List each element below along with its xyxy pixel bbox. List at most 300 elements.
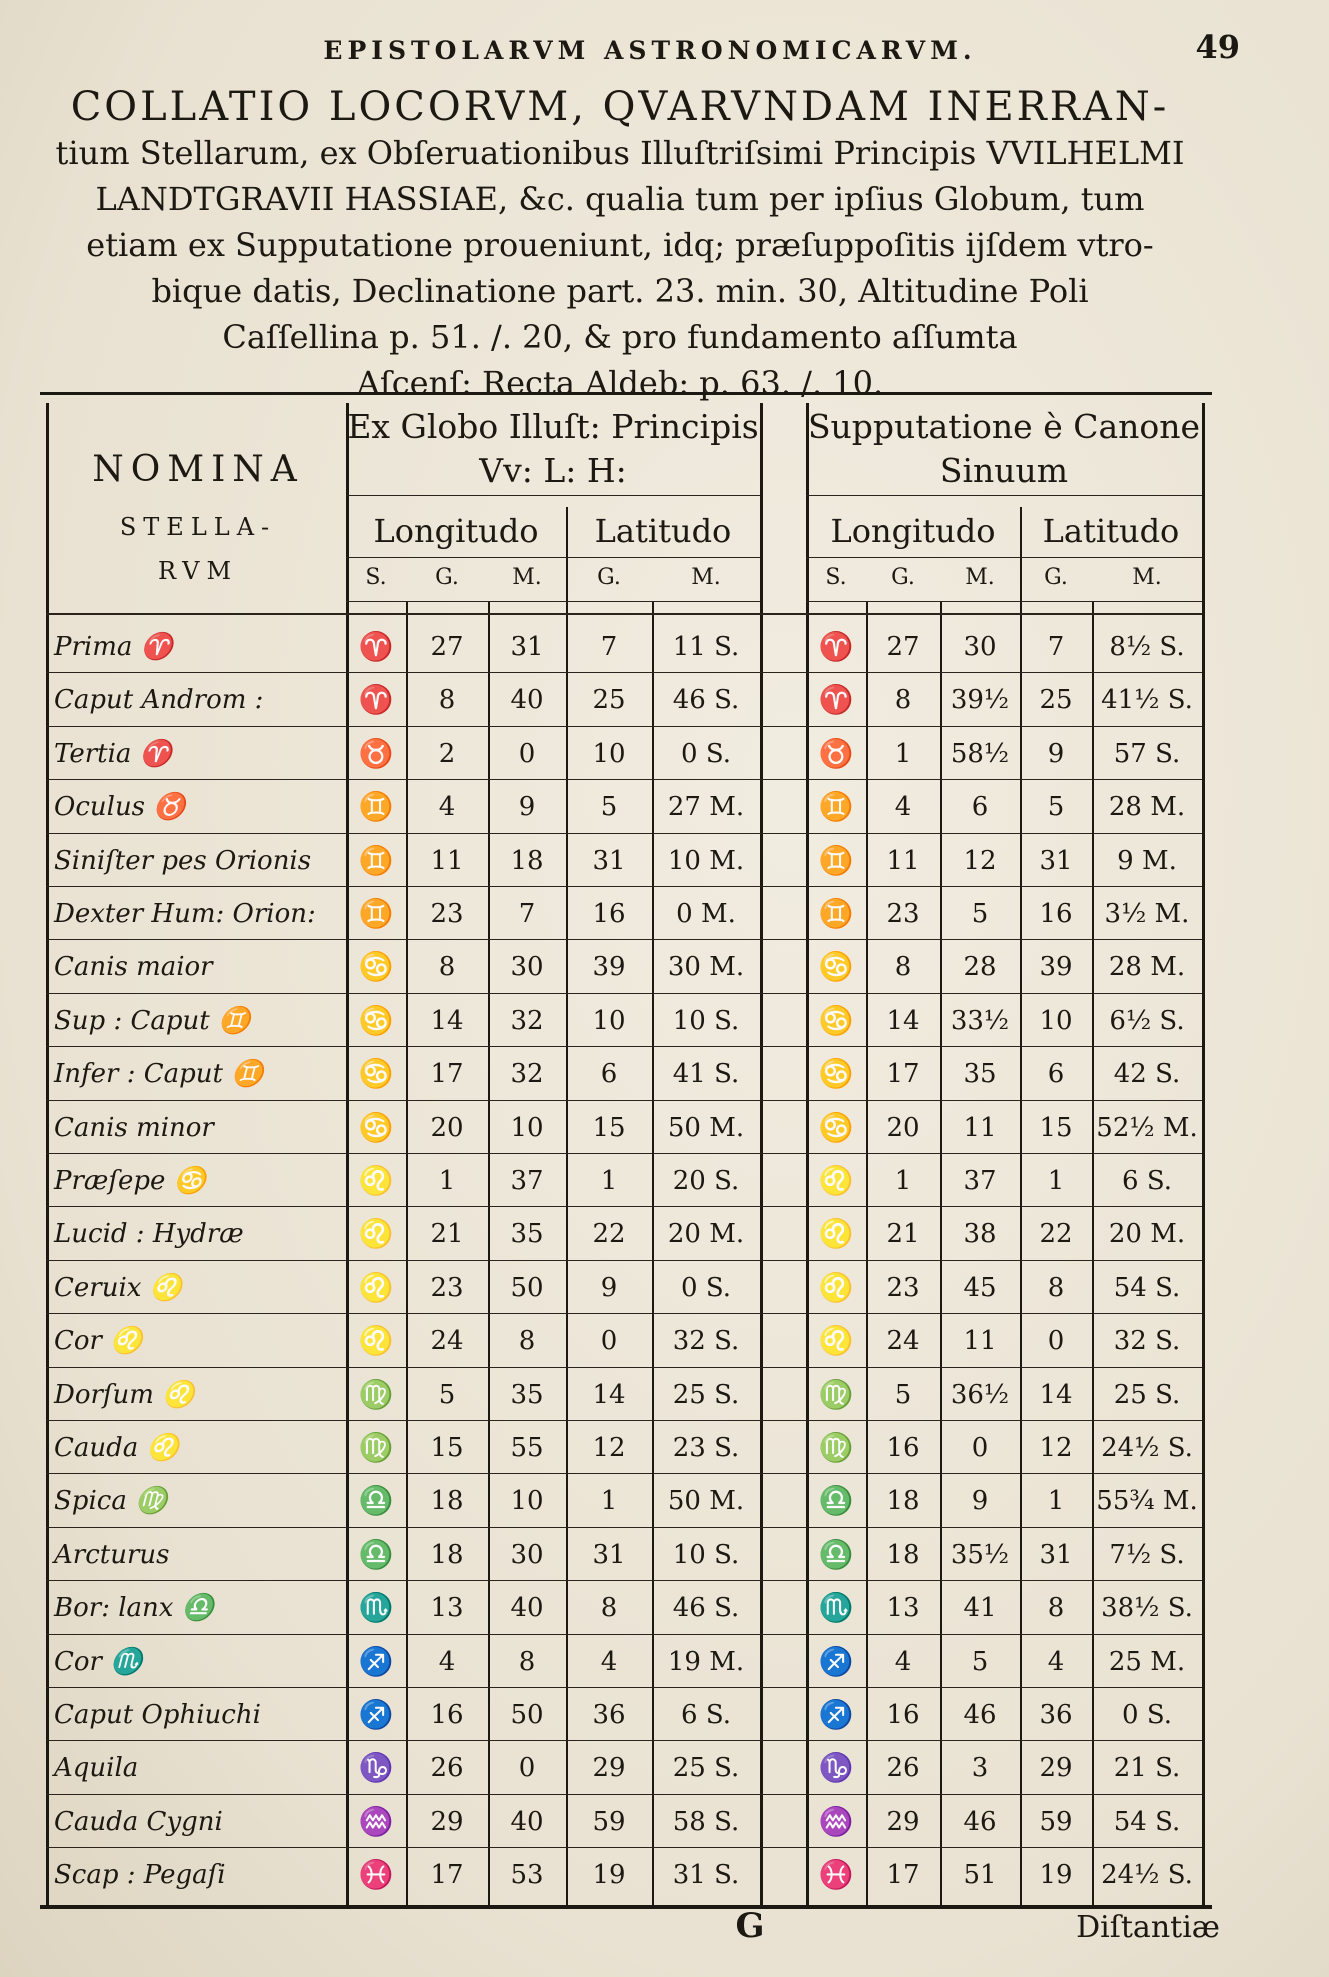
row-rule [46, 939, 1202, 940]
supp-lat-degrees: 59 [1039, 1806, 1073, 1837]
globo-lat-minutes: 23 S. [672, 1433, 740, 1463]
globo-lon-minutes: 9 [518, 792, 536, 823]
title-line: Aſcenſ: Recta Aldeb: p. 63. /. 10. [356, 364, 884, 402]
supp-sign: ♎ [818, 1537, 854, 1571]
supp-lat-minutes: 21 S. [1113, 1753, 1181, 1784]
supp-lon-minutes: 11 [963, 1326, 997, 1357]
supp-lon-minutes: 9 [971, 1486, 989, 1517]
supp-sign: ♐ [818, 1698, 854, 1731]
globo-lat-degrees: 6 [600, 1059, 618, 1090]
globo-lat-minutes: 6 S. [681, 1700, 731, 1730]
globo-lat-minutes: 25 S. [672, 1379, 740, 1410]
globo-lat-minutes: 11 S. [672, 632, 740, 662]
globo-sign: ♊ [358, 790, 394, 824]
row-rule [46, 1527, 1202, 1528]
supp-lat-minutes: 8½ S. [1109, 632, 1185, 662]
supp-lat-degrees: 8 [1047, 1272, 1065, 1303]
col-header-s: S. [825, 565, 847, 590]
globo-lat-minutes: 50 M. [667, 1486, 745, 1517]
supp-lat-minutes: 6 S. [1122, 1166, 1172, 1196]
star-name: Aquila [54, 1753, 139, 1784]
globo-sign: ♑ [358, 1751, 394, 1785]
globo-lon-minutes: 30 [510, 1539, 544, 1570]
globo-lat-minutes: 20 M. [667, 1219, 745, 1250]
supp-lat-degrees: 29 [1039, 1753, 1073, 1784]
supp-lon-minutes: 35 [963, 1059, 997, 1090]
globo-sign: ♓ [358, 1858, 394, 1892]
supp-lat-minutes: 7½ S. [1109, 1539, 1185, 1570]
globo-lon-degrees: 11 [430, 845, 464, 876]
supp-lat-degrees: 8 [1047, 1593, 1065, 1624]
col-header-m: M. [965, 565, 995, 590]
globo-lon-degrees: 27 [430, 632, 464, 662]
globo-lat-degrees: 7 [600, 632, 618, 662]
globo-lon-minutes: 32 [510, 1059, 544, 1090]
globo-lat-degrees: 12 [592, 1433, 626, 1463]
supp-lon-minutes: 46 [963, 1700, 997, 1730]
supp-sign: ♑ [818, 1751, 854, 1785]
globo-sign: ♌ [358, 1324, 394, 1358]
supp-sign: ♉ [818, 736, 854, 770]
supp-lat-minutes: 24½ S. [1101, 1433, 1193, 1463]
globo-lon-minutes: 31 [510, 632, 544, 662]
supp-sign: ♊ [818, 897, 854, 930]
title-line: COLLATIO LOCORVM, QVARVNDAM INERRAN- [70, 84, 1170, 130]
supp-lon-degrees: 18 [886, 1539, 920, 1570]
globo-lon-degrees: 29 [430, 1806, 464, 1837]
supp-lon-degrees: 24 [886, 1326, 920, 1357]
row-rule [46, 1100, 1202, 1101]
globo-sign: ♋ [358, 1110, 394, 1144]
supp-lat-degrees: 6 [1047, 1059, 1065, 1090]
row-rule [46, 1260, 1202, 1261]
supp-lon-minutes: 30 [963, 632, 997, 662]
star-name: Scap : Pegaſi [54, 1860, 226, 1891]
col-header-m: M. [1132, 565, 1162, 590]
star-name: Canis minor [54, 1112, 214, 1143]
header-rule [806, 495, 1202, 496]
supp-lon-degrees: 27 [886, 632, 920, 662]
globo-sign: ♎ [358, 1537, 394, 1571]
row-rule [46, 672, 1202, 673]
supp-sign: ♐ [818, 1644, 854, 1678]
globo-lon-degrees: 21 [430, 1219, 464, 1250]
globo-lat-minutes: 46 S. [672, 1593, 740, 1624]
supp-lat-degrees: 36 [1039, 1700, 1073, 1730]
title-block [30, 84, 1210, 406]
star-name: Cauda ♌ [54, 1433, 179, 1463]
supp-lon-degrees: 8 [894, 952, 912, 983]
supp-sign: ♋ [818, 950, 854, 984]
supp-lat-minutes: 54 S. [1113, 1806, 1181, 1837]
supp-lon-minutes: 5 [971, 1646, 989, 1677]
supp-lon-minutes: 33½ [950, 1005, 1010, 1036]
col-header-g: G. [1044, 565, 1068, 590]
globo-lat-minutes: 0 M. [676, 899, 736, 929]
globo-lon-degrees: 23 [430, 1272, 464, 1303]
supp-lat-minutes: 6½ S. [1109, 1005, 1185, 1036]
supp-lat-minutes: 55¾ M. [1096, 1486, 1198, 1517]
row-rule [46, 779, 1202, 780]
supp-lon-degrees: 17 [886, 1059, 920, 1090]
supp-lon-minutes: 12 [963, 845, 997, 876]
globo-lon-minutes: 32 [510, 1005, 544, 1036]
star-name: Cauda Cygni [54, 1806, 223, 1837]
globo-lon-minutes: 50 [510, 1272, 544, 1303]
globo-lat-minutes: 58 S. [672, 1806, 740, 1837]
globo-lat-degrees: 9 [600, 1272, 618, 1303]
supp-sign: ♏ [818, 1591, 854, 1625]
globo-sign: ♊ [358, 843, 394, 877]
supp-lon-degrees: 23 [886, 1272, 920, 1303]
star-comparison-table [40, 392, 1212, 1909]
star-name: Lucid : Hydræ [54, 1219, 244, 1250]
globo-lon-minutes: 40 [510, 1806, 544, 1837]
supp-lon-minutes: 35½ [950, 1539, 1010, 1570]
globo-sign: ♎ [358, 1484, 394, 1518]
supp-sign: ♋ [818, 1003, 854, 1037]
supp-lat-minutes: 0 S. [1122, 1700, 1172, 1730]
row-rule [46, 1046, 1202, 1047]
globo-lon-degrees: 16 [430, 1700, 464, 1730]
star-name: Siniſter pes Orionis [54, 845, 312, 876]
star-name: Spica ♍ [54, 1486, 168, 1517]
supp-lon-degrees: 5 [894, 1379, 912, 1410]
supp-lon-minutes: 0 [971, 1433, 989, 1463]
star-name: Ceruix ♌ [54, 1272, 183, 1303]
supp-lat-degrees: 12 [1039, 1433, 1073, 1463]
star-name: Bor: lanx ♎ [54, 1593, 215, 1624]
supp-lat-minutes: 32 S. [1113, 1326, 1181, 1357]
table-rule [46, 403, 49, 1905]
supp-lon-degrees: 21 [886, 1219, 920, 1250]
star-name: Prima ♈ [54, 632, 174, 662]
supp-lon-minutes: 38 [963, 1219, 997, 1250]
supp-sign: ♌ [818, 1270, 854, 1304]
row-rule [46, 1740, 1202, 1741]
supp-lon-degrees: 18 [886, 1486, 920, 1517]
row-rule [46, 1206, 1202, 1207]
globo-lon-degrees: 1 [438, 1166, 456, 1196]
globo-longitudo-header: Longitudo [373, 512, 539, 550]
supp-lat-degrees: 39 [1039, 952, 1073, 983]
running-head: EPISTOLARVM ASTRONOMICARVM. [323, 36, 977, 65]
supp-sign: ♊ [818, 790, 854, 824]
globo-lon-degrees: 4 [438, 792, 456, 823]
supp-lat-minutes: 57 S. [1113, 738, 1181, 769]
supp-lon-minutes: 37 [963, 1166, 997, 1196]
globo-lon-degrees: 4 [438, 1646, 456, 1677]
globo-lat-degrees: 10 [592, 738, 626, 769]
header-rule [46, 613, 1202, 615]
col-header-g: G. [435, 565, 459, 590]
globo-lon-minutes: 18 [510, 845, 544, 876]
globo-lon-minutes: 35 [510, 1219, 544, 1250]
row-rule [46, 1634, 1202, 1635]
supp-lat-minutes: 20 M. [1108, 1219, 1186, 1250]
signature-mark: G [735, 1906, 765, 1946]
supp-lat-degrees: 0 [1047, 1326, 1065, 1357]
globo-lon-degrees: 15 [430, 1433, 464, 1463]
globo-header-line: Vv: L: H: [479, 451, 627, 490]
supp-lon-minutes: 36½ [950, 1379, 1010, 1410]
supp-lat-minutes: 28 M. [1108, 792, 1186, 823]
supp-lat-degrees: 1 [1047, 1166, 1065, 1196]
globo-lat-degrees: 1 [600, 1166, 618, 1196]
supp-lat-degrees: 7 [1047, 632, 1065, 662]
globo-sign: ♌ [358, 1164, 394, 1197]
supp-lat-degrees: 9 [1047, 738, 1065, 769]
globo-sign: ♍ [358, 1431, 394, 1464]
globo-lat-minutes: 32 S. [672, 1326, 740, 1357]
title-line: Caſſellina p. 51. /. 20, & pro fundamento aſſumta [222, 318, 1018, 356]
supp-sign: ♊ [818, 843, 854, 877]
supp-lon-degrees: 14 [886, 1005, 920, 1036]
row-rule [46, 993, 1202, 994]
globo-lat-degrees: 19 [592, 1860, 626, 1891]
supp-lon-degrees: 26 [886, 1753, 920, 1784]
header-rule [346, 495, 760, 496]
globo-lon-minutes: 53 [510, 1860, 544, 1891]
globo-lon-degrees: 8 [438, 685, 456, 716]
row-rule [46, 1153, 1202, 1154]
globo-lat-minutes: 41 S. [672, 1059, 740, 1090]
supp-sign: ♎ [818, 1484, 854, 1518]
supp-lon-degrees: 16 [886, 1700, 920, 1730]
globo-lat-minutes: 50 M. [667, 1112, 745, 1143]
supp-lon-degrees: 17 [886, 1860, 920, 1891]
globo-sign: ♒ [358, 1804, 394, 1838]
row-rule [46, 1847, 1202, 1848]
row-rule [46, 833, 1202, 834]
supp-lon-degrees: 4 [894, 1646, 912, 1677]
globo-lon-minutes: 7 [518, 899, 536, 929]
globo-lon-degrees: 18 [430, 1539, 464, 1570]
supp-lat-minutes: 3½ M. [1104, 899, 1190, 929]
globo-lat-degrees: 31 [592, 1539, 626, 1570]
supp-lon-minutes: 45 [963, 1272, 997, 1303]
col-header-m: M. [691, 565, 721, 590]
globo-lat-degrees: 8 [600, 1593, 618, 1624]
star-name: Canis maior [54, 952, 213, 983]
globo-lon-degrees: 8 [438, 952, 456, 983]
supp-lat-degrees: 10 [1039, 1005, 1073, 1036]
globo-sign: ♋ [358, 1057, 394, 1091]
catchword: Diſtantiæ [1076, 1910, 1220, 1945]
globo-lat-degrees: 25 [592, 685, 626, 716]
globo-lon-minutes: 40 [510, 1593, 544, 1624]
col-header-m: M. [512, 565, 542, 590]
globo-lat-degrees: 0 [600, 1326, 618, 1357]
globo-lat-minutes: 46 S. [672, 685, 740, 716]
table-rule [1202, 403, 1205, 1905]
globo-lon-minutes: 55 [510, 1433, 544, 1463]
supp-lon-degrees: 1 [894, 1166, 912, 1196]
supp-lon-degrees: 4 [894, 792, 912, 823]
globo-lat-degrees: 22 [592, 1219, 626, 1250]
globo-sign: ♏ [358, 1591, 394, 1625]
title-line: bique datis, Declinatione part. 23. min. 30, Altitudine Poli [151, 272, 1089, 310]
globo-sign: ♈ [358, 630, 394, 663]
supp-lat-degrees: 14 [1039, 1379, 1073, 1410]
supp-sign: ♓ [818, 1858, 854, 1892]
supp-longitudo-header: Longitudo [830, 512, 996, 550]
globo-lat-degrees: 29 [592, 1753, 626, 1784]
globo-lat-degrees: 16 [592, 899, 626, 929]
col-header-s: S. [365, 565, 387, 590]
globo-lon-minutes: 10 [510, 1112, 544, 1143]
supp-lon-degrees: 11 [886, 845, 920, 876]
supp-lat-minutes: 25 M. [1108, 1646, 1186, 1677]
supp-lat-degrees: 22 [1039, 1219, 1073, 1250]
globo-sign: ♉ [358, 736, 394, 770]
globo-lon-degrees: 5 [438, 1379, 456, 1410]
star-name: Tertia ♈ [54, 738, 173, 769]
supp-lon-minutes: 39½ [950, 685, 1010, 716]
row-rule [46, 886, 1202, 887]
globo-lat-degrees: 1 [600, 1486, 618, 1517]
globo-lon-degrees: 14 [430, 1005, 464, 1036]
header-rule [346, 557, 760, 558]
row-rule [46, 1367, 1202, 1368]
globo-lat-degrees: 14 [592, 1379, 626, 1410]
globo-sign: ♊ [358, 897, 394, 930]
row-rule [46, 1687, 1202, 1688]
supp-lat-degrees: 1 [1047, 1486, 1065, 1517]
globo-lon-degrees: 23 [430, 899, 464, 929]
globo-lat-minutes: 10 S. [672, 1539, 740, 1570]
supp-lat-degrees: 16 [1039, 899, 1073, 929]
supp-sign: ♋ [818, 1110, 854, 1144]
globo-lon-degrees: 17 [430, 1860, 464, 1891]
globo-sign: ♌ [358, 1270, 394, 1304]
globo-lat-minutes: 19 M. [667, 1646, 745, 1677]
globo-lat-minutes: 25 S. [672, 1753, 740, 1784]
supp-lat-minutes: 28 M. [1108, 952, 1186, 983]
globo-lon-degrees: 2 [438, 738, 456, 769]
supp-lat-degrees: 31 [1039, 1539, 1073, 1570]
row-rule [46, 1580, 1202, 1581]
stellarum-header-line: STELLA- [119, 513, 277, 541]
globo-lon-minutes: 30 [510, 952, 544, 983]
supp-lat-minutes: 24½ S. [1101, 1860, 1193, 1891]
row-rule [46, 1473, 1202, 1474]
supp-lon-degrees: 20 [886, 1112, 920, 1143]
supp-lon-minutes: 6 [971, 792, 989, 823]
header-rule [806, 557, 1202, 558]
globo-lat-degrees: 39 [592, 952, 626, 983]
globo-lon-minutes: 0 [518, 738, 536, 769]
supp-sign: ♈ [818, 630, 854, 663]
nomina-header: NOMINA [92, 449, 304, 490]
globo-lon-minutes: 40 [510, 685, 544, 716]
star-name: Caput Androm : [54, 685, 264, 716]
supp-lon-degrees: 16 [886, 1433, 920, 1463]
globo-header-line: Ex Globo Illuſt: Principis [347, 407, 759, 446]
globo-lat-minutes: 0 S. [681, 1272, 731, 1303]
globo-latitudo-header: Latitudo [594, 512, 732, 550]
star-name: Dorſum ♌ [54, 1379, 195, 1410]
globo-lon-degrees: 20 [430, 1112, 464, 1143]
globo-sign: ♈ [358, 683, 394, 717]
globo-lat-degrees: 31 [592, 845, 626, 876]
supp-lon-degrees: 23 [886, 899, 920, 929]
supp-lon-minutes: 28 [963, 952, 997, 983]
globo-lat-degrees: 10 [592, 1005, 626, 1036]
globo-lon-minutes: 10 [510, 1486, 544, 1517]
supp-lat-minutes: 42 S. [1113, 1059, 1181, 1090]
supp-lon-degrees: 29 [886, 1806, 920, 1837]
supp-sign: ♌ [818, 1164, 854, 1197]
star-name: Arcturus [54, 1539, 170, 1570]
row-rule [46, 1794, 1202, 1795]
supp-lat-degrees: 4 [1047, 1646, 1065, 1677]
globo-lat-minutes: 0 S. [681, 738, 731, 769]
supp-sign: ♈ [818, 683, 854, 717]
supp-lon-minutes: 51 [963, 1860, 997, 1891]
globo-lat-minutes: 10 S. [672, 1005, 740, 1036]
supp-sign: ♌ [818, 1324, 854, 1358]
supp-sign: ♒ [818, 1804, 854, 1838]
supp-lat-degrees: 5 [1047, 792, 1065, 823]
header-rule [346, 601, 760, 602]
globo-sign: ♐ [358, 1644, 394, 1678]
supp-lon-minutes: 11 [963, 1112, 997, 1143]
globo-lon-minutes: 8 [518, 1646, 536, 1677]
globo-lon-minutes: 8 [518, 1326, 536, 1357]
star-name: Sup : Caput ♊ [54, 1005, 251, 1036]
supp-lat-minutes: 41½ S. [1101, 685, 1193, 716]
col-header-g: G. [597, 565, 621, 590]
supp-lat-minutes: 25 S. [1113, 1379, 1181, 1410]
supp-lat-degrees: 31 [1039, 845, 1073, 876]
supp-latitudo-header: Latitudo [1042, 512, 1180, 550]
supp-lat-minutes: 38½ S. [1101, 1593, 1193, 1624]
title-line: tium Stellarum, ex Obſeruationibus Illuſtriſsimi Principis VVILHELMI [55, 134, 1185, 172]
globo-lat-minutes: 20 S. [672, 1166, 740, 1196]
globo-lat-degrees: 15 [592, 1112, 626, 1143]
globo-lon-minutes: 0 [518, 1753, 536, 1784]
stellarum-header-line: RVM [157, 557, 239, 585]
globo-lat-degrees: 59 [592, 1806, 626, 1837]
globo-lat-degrees: 4 [600, 1646, 618, 1677]
supputatione-header-line: Sinuum [939, 451, 1069, 490]
col-header-g: G. [891, 565, 915, 590]
supp-sign: ♌ [818, 1217, 854, 1251]
supp-lat-degrees: 15 [1039, 1112, 1073, 1143]
globo-lon-degrees: 18 [430, 1486, 464, 1517]
table-rule [760, 403, 763, 1905]
star-name: Oculus ♉ [54, 792, 186, 823]
globo-lon-minutes: 35 [510, 1379, 544, 1410]
supp-lat-minutes: 52½ M. [1096, 1112, 1198, 1143]
globo-lon-degrees: 13 [430, 1593, 464, 1624]
globo-lon-minutes: 50 [510, 1700, 544, 1730]
supp-lon-minutes: 5 [971, 899, 989, 929]
globo-sign: ♋ [358, 1003, 394, 1037]
globo-lon-minutes: 37 [510, 1166, 544, 1196]
supp-lon-degrees: 13 [886, 1593, 920, 1624]
supp-lon-degrees: 8 [894, 685, 912, 716]
supp-sign: ♍ [818, 1377, 854, 1411]
globo-lat-degrees: 5 [600, 792, 618, 823]
globo-sign: ♋ [358, 950, 394, 984]
star-name: Caput Ophiuchi [54, 1700, 261, 1730]
star-name: Cor ♌ [54, 1326, 143, 1357]
header-rule [806, 601, 1202, 602]
star-name: Cor ♏ [54, 1646, 143, 1677]
row-rule [46, 1313, 1202, 1314]
